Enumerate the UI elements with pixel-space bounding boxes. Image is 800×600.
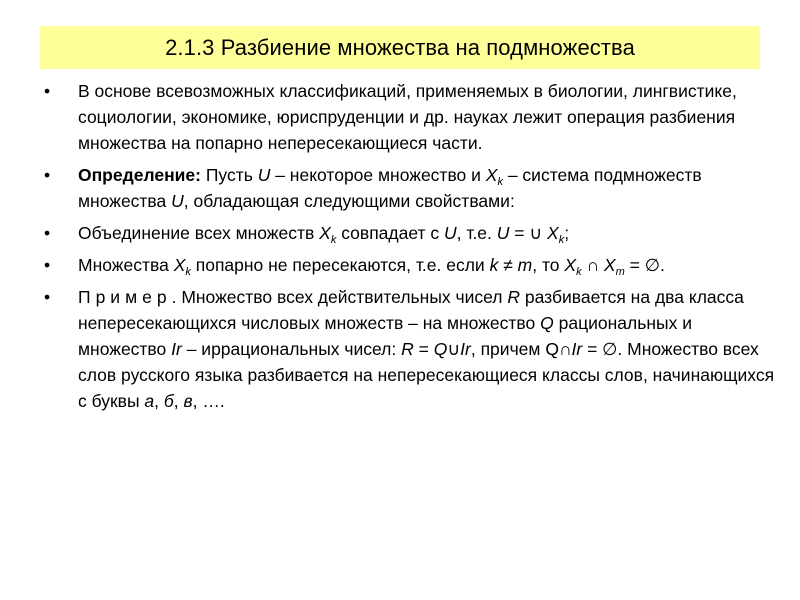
math-symbol: Q [540, 313, 554, 333]
math-subscript: k [576, 266, 582, 278]
math-symbol: Q [545, 339, 559, 359]
text-segment: Пусть [200, 165, 258, 185]
text-segment: , [173, 391, 184, 411]
math-subscript: k [185, 266, 191, 278]
math-subscript: k [558, 234, 565, 246]
text-segment: рациональных и множество [78, 313, 692, 359]
math-symbol: X [564, 255, 577, 275]
definition-label: Определение: [78, 165, 201, 185]
text-segment: – система подмножеств множества [78, 165, 702, 211]
math-symbol: R [507, 287, 521, 307]
math-symbol: X [173, 255, 186, 275]
text-segment: , …. [192, 391, 225, 411]
math-symbol: Ir [571, 339, 583, 359]
math-symbol: в [183, 391, 193, 411]
text-segment: ∩ [558, 339, 572, 359]
math-subscript: k [330, 234, 337, 246]
text-segment: Объединение всех множеств [78, 223, 320, 243]
text-segment: = ∅. [624, 255, 665, 275]
math-subscript: m [615, 266, 625, 278]
text-segment: попарно не пересекаются, т.е. если [190, 255, 490, 275]
math-symbol: k [489, 255, 499, 275]
text-segment: = ∪ [509, 223, 548, 243]
text-segment: , т.е. [456, 223, 497, 243]
text-segment: – иррациональных чисел: [181, 339, 402, 359]
text-segment: ; [564, 223, 570, 243]
bullet-icon: • [44, 165, 51, 185]
text-segment: , причем [470, 339, 546, 359]
text-segment: ∩ [581, 255, 604, 275]
bullet-icon: • [44, 287, 51, 307]
bullet-icon: • [44, 223, 51, 243]
text-segment: , обладающая следующими свойствами: [183, 191, 515, 211]
math-symbol: Ir [171, 339, 182, 359]
math-symbol: Ir [460, 339, 471, 359]
text-segment: ∪ [447, 339, 461, 359]
slide-title: 2.1.3 Разбиение множества на подмножества [165, 34, 635, 60]
text-segment: – некоторое множество и [270, 165, 486, 185]
math-symbol: б [163, 391, 174, 411]
text-segment: = ∅. Множество всех слов русского языка разбивается на непересекающиеся классы слов, начинающихся с буквы [78, 339, 775, 411]
math-symbol: X [485, 165, 498, 185]
math-symbol: U [171, 191, 184, 211]
text-segment: ≠ [498, 255, 518, 275]
text-segment: = [413, 339, 434, 359]
math-symbol: Q [433, 339, 448, 359]
bullet-list [40, 78, 775, 420]
math-symbol: m [517, 255, 533, 275]
math-symbol: X [547, 223, 559, 243]
bullet-icon: • [44, 81, 51, 101]
bullet-item-definition [40, 162, 775, 214]
math-symbol: U [257, 165, 271, 185]
math-symbol: U [496, 223, 510, 243]
math-symbol: а [144, 391, 155, 411]
title-bar [40, 26, 760, 69]
intro-text: В основе всевозможных классификаций, применяемых в биологии, лингвистике, социологии, экономике, юриспруденции и др. науках лежит операция разбиения множества на попарно непересекающиеся части. [78, 81, 737, 153]
example-word: Пример [78, 287, 172, 307]
math-symbol: X [603, 255, 616, 275]
math-symbol: U [444, 223, 457, 243]
text-segment: разбивается на два класса непересекающихся числовых множеств – на множество [78, 287, 744, 333]
math-symbol: R [401, 339, 414, 359]
text-segment: совпадает с [336, 223, 444, 243]
bullet-item-disjoint [40, 252, 775, 278]
math-subscript: k [497, 176, 503, 188]
text-segment: , то [532, 255, 565, 275]
bullet-item-union [40, 220, 775, 246]
bullet-item-intro [40, 78, 775, 156]
text-segment: Множества [78, 255, 174, 275]
bullet-item-example [40, 284, 775, 414]
bullet-icon: • [44, 255, 51, 275]
math-symbol: X [319, 223, 331, 243]
text-segment: . Множество всех действительных чисел [171, 287, 508, 307]
text-segment: , [154, 391, 164, 411]
